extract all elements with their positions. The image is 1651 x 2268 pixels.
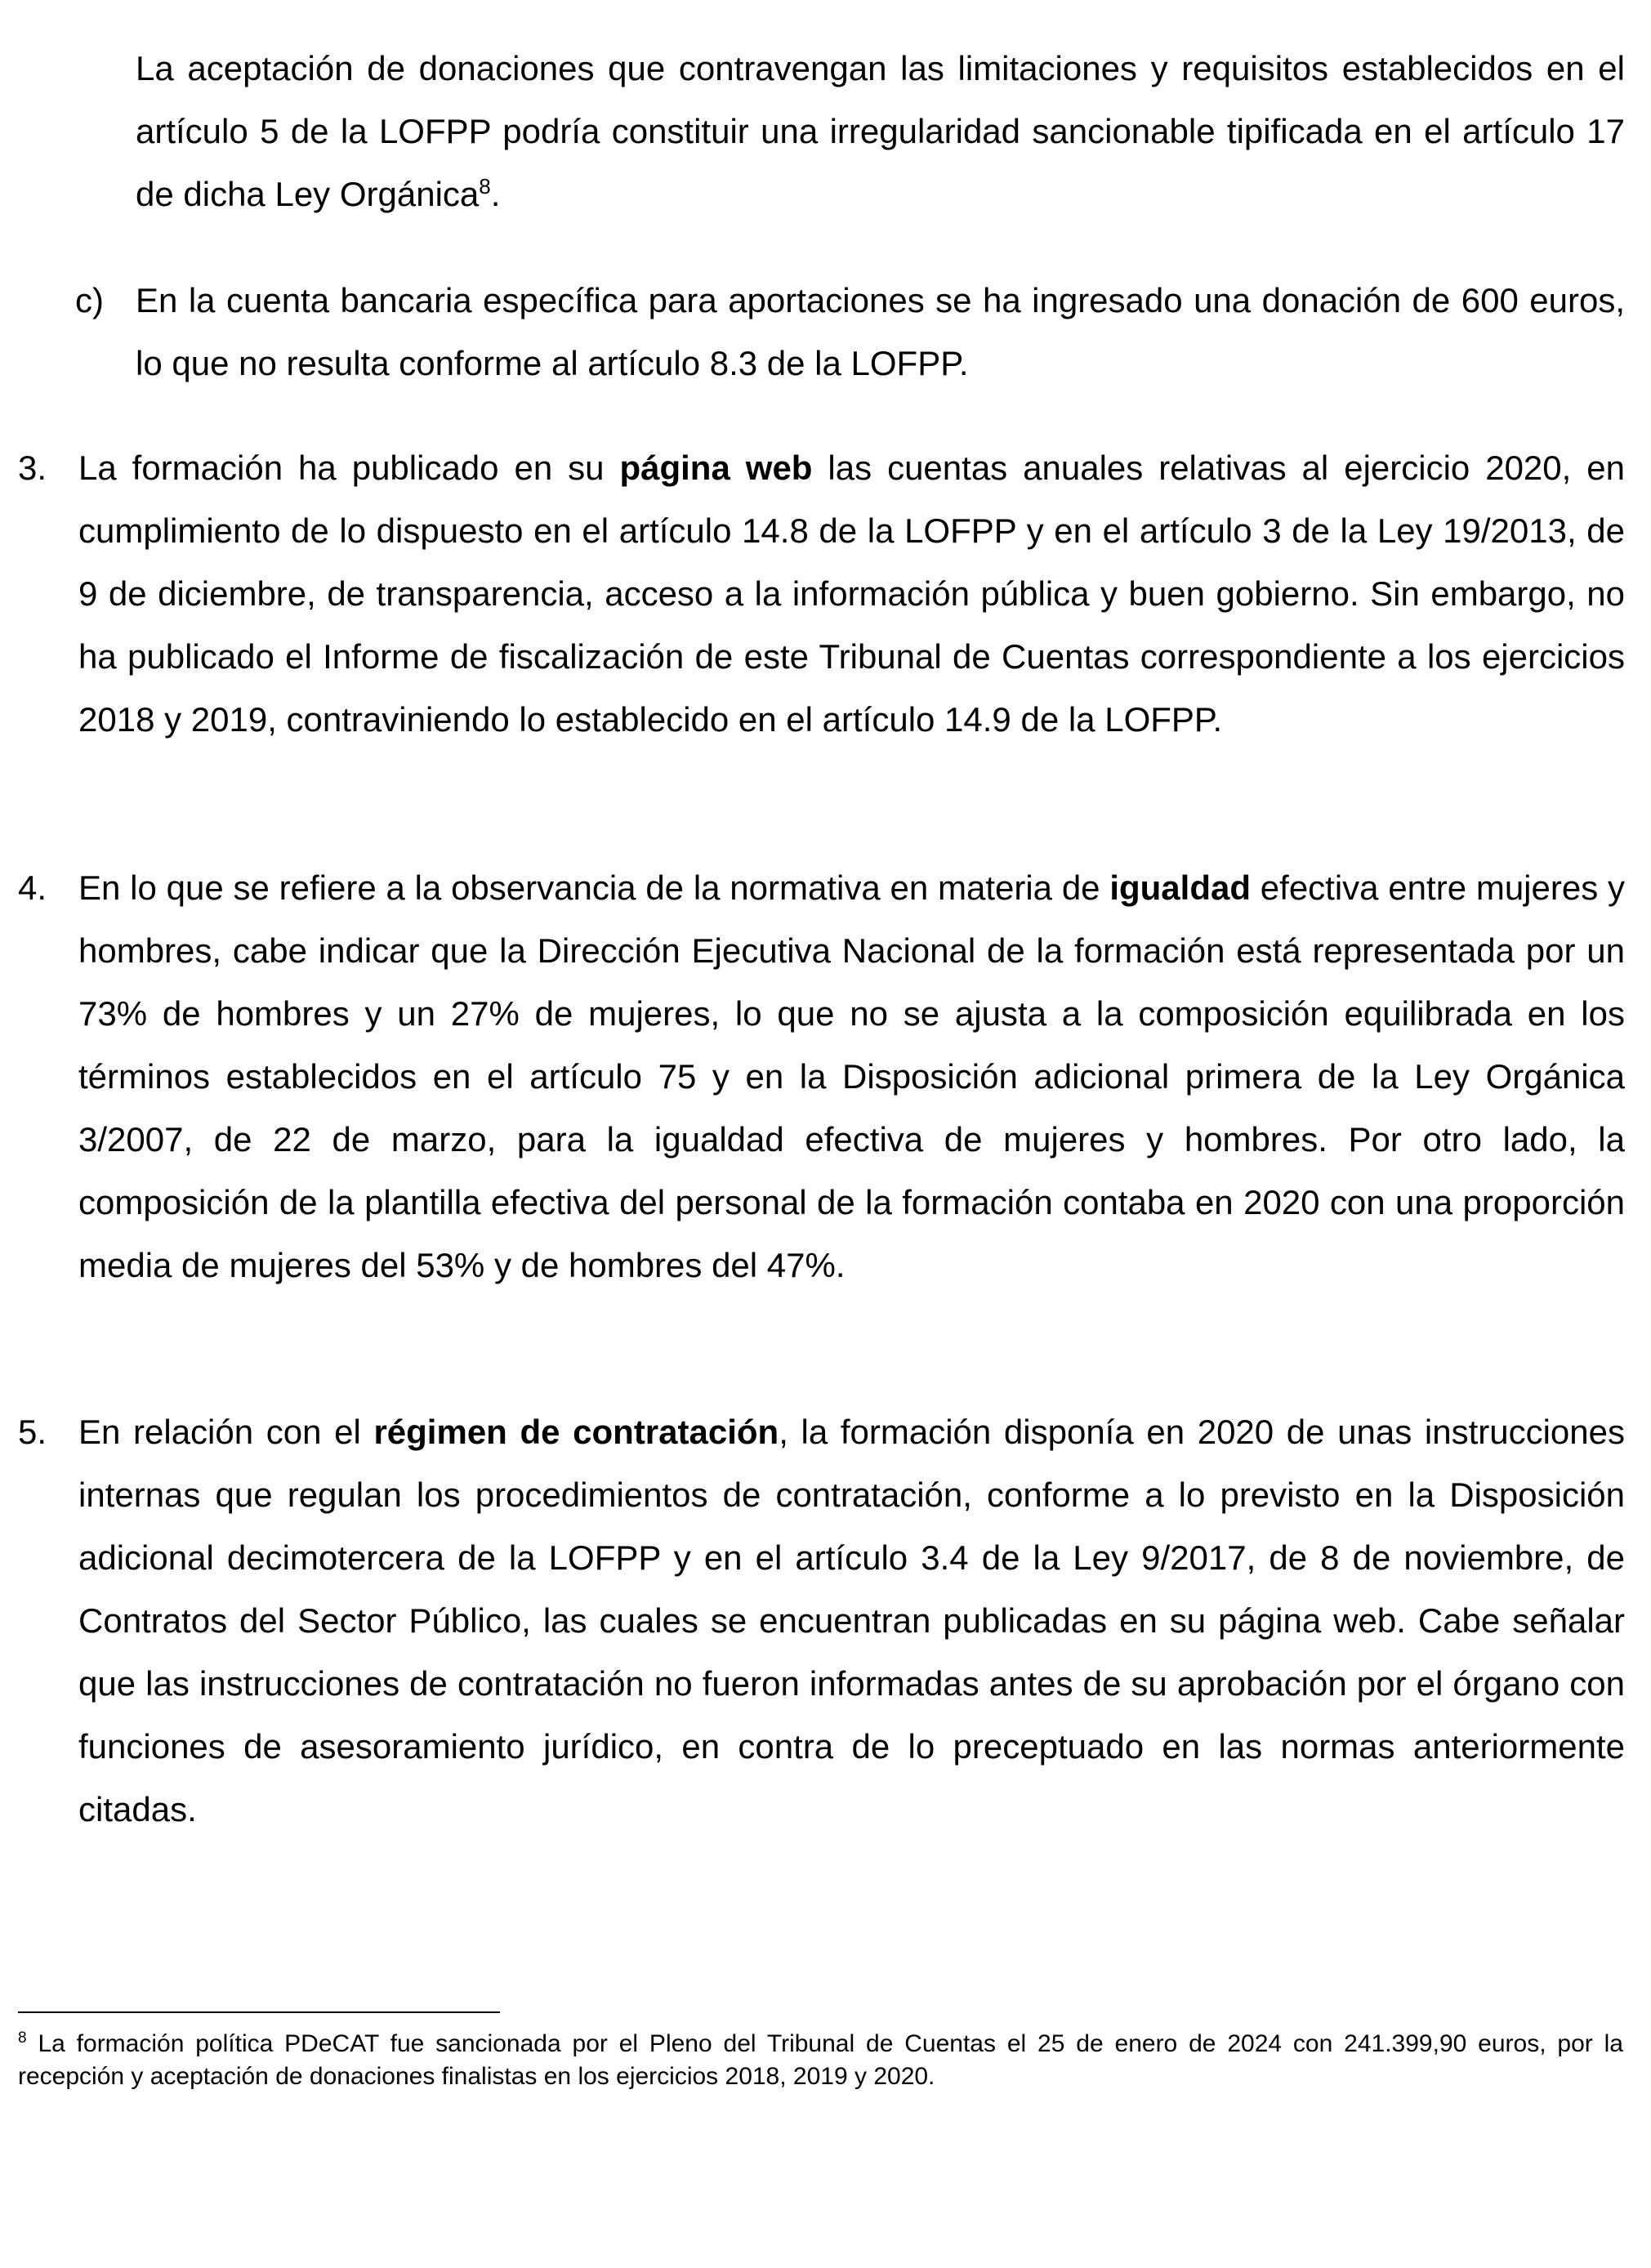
paragraph-text: La aceptación de donaciones que contravengan las limitaciones y requisitos establecidos en el artículo 5 de la LOFPP podría constituir una irregularidad sancionable tipificada en el artículo 17 de dicha Ley Orgánica [136, 49, 1625, 213]
list-item-text: En relación con el [78, 1413, 374, 1451]
bold-term: régimen de contratación [373, 1413, 779, 1451]
list-marker-5: 5. [18, 1413, 47, 1451]
list-item-3 [78, 436, 1625, 751]
list-item-text: , la formación disponía en 2020 de unas instrucciones internas que regulan los procedimientos de contratación, conforme a lo previsto en la Disposición adicional decimotercera de la LOFPP y en el artículo 3.4 de la Ley 9/2017, de 8 de noviembre, de Contratos del Sector Público, las cuales se encuentran publicadas en su página web. Cabe señalar que las instrucciones de contratación no fueron informadas antes de su aprobación por el órgano con funciones de asesoramiento jurídico, en contra de lo preceptuado en las normas anteriormente citadas. [78, 1413, 1625, 1828]
list-item-text: efectiva entre mujeres y hombres, cabe indicar que la Dirección Ejecutiva Nacional de la formación está representada por un 73% de hombres y un 27% de mujeres, lo que no se ajusta a la composición equilibrada en los términos establecidos en el artículo 75 y en la Disposición adicional primera de la Ley Orgánica 3/2007, de 22 de marzo, para la igualdad efectiva de mujeres y hombres. Por otro lado, la composición de la plantilla efectiva del personal de la formación contaba en 2020 con una proporción media de mujeres del 53% y de hombres del 47%. [78, 868, 1626, 1284]
list-item-4 [78, 856, 1625, 1297]
list-item-c [136, 269, 1625, 395]
bold-term: igualdad [1109, 868, 1252, 907]
bold-term: página web [619, 449, 813, 487]
paragraph-end: . [490, 175, 501, 213]
footnote-number: 8 [18, 2029, 27, 2047]
list-marker-3: 3. [18, 449, 47, 487]
list-item-text: La formación ha publicado en su [78, 449, 620, 487]
footnote-separator [18, 2011, 500, 2013]
list-marker-4: 4. [18, 868, 47, 907]
list-item-5 [78, 1400, 1625, 1841]
list-marker-c: c) [75, 281, 104, 319]
footnote [18, 2028, 1623, 2093]
list-item-text: En la cuenta bancaria específica para aportaciones se ha ingresado una donación de 600 euros, lo que no resulta conforme al artículo 8.3 de la LOFPP. [136, 281, 1625, 382]
footnote-reference[interactable]: 8 [479, 174, 491, 199]
list-item-text: las cuentas anuales relativas al ejercicio 2020, en cumplimiento de lo dispuesto en el artículo 14.8 de la LOFPP y en el artículo 3 de la Ley 19/2013, de 9 de diciembre, de transparencia, acceso a la información pública y buen gobierno. Sin embargo, no ha publicado el Informe de fiscalización de este Tribunal de Cuentas correspondiente a los ejercicios 2018 y 2019, contraviniendo lo establecido en el artículo 14.9 de la LOFPP. [78, 449, 1625, 739]
list-item-text: En lo que se refiere a la observancia de la normativa en materia de [78, 868, 1110, 907]
footnote-text: La formación política PDeCAT fue sancionada por el Pleno del Tribunal de Cuentas el 25 de enero de 2024 con 241.399,90 euros, por la recepción y aceptación de donaciones finalistas en los ejercicios 2018, 2019 y 2020. [18, 2030, 1623, 2090]
paragraph-donations-limits [136, 37, 1625, 225]
